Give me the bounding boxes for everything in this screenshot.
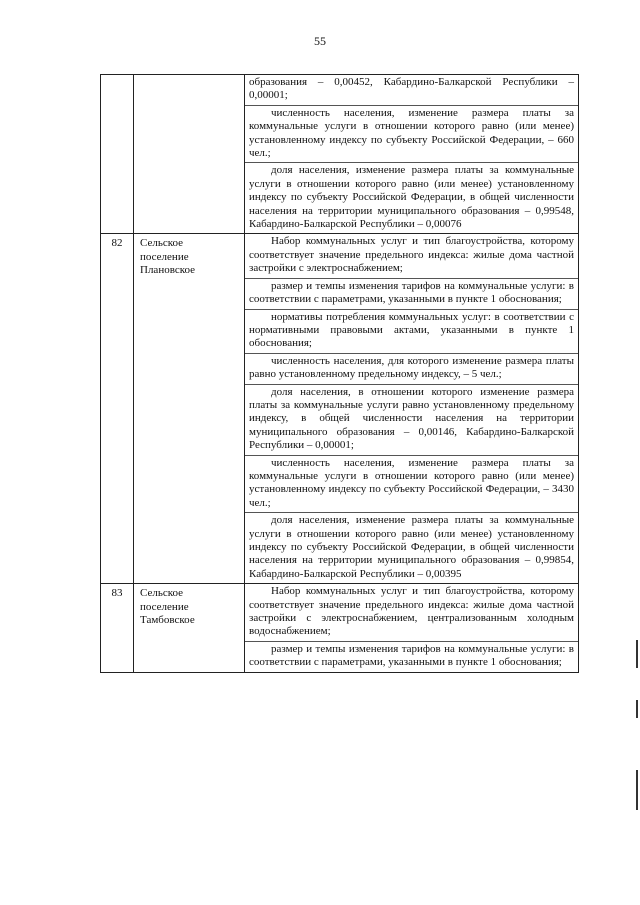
justification-paragraph: Набор коммунальных услуг и тип благоустройства, которому соответствует значение предельного индекса: жилые дома частной застройки с электроснабжением; xyxy=(249,235,574,275)
row-number: 82 xyxy=(101,234,134,584)
justification-paragraph: размер и темпы изменения тарифов на коммунальные услуги: в соответствии с параметрами, указанными в пункте 1 обоснования; xyxy=(245,278,578,309)
justification-text xyxy=(245,584,579,672)
justification-paragraph: численность населения, изменение размера платы за коммунальные услуги в отношении которого равно (или менее) установленному индексу по субъекту Российской Федерации, – 660 чел.; xyxy=(245,105,578,163)
settlement-name-line: Тамбовское xyxy=(140,614,195,627)
justification-paragraph: образования – 0,00452, Кабардино-Балкарской Республики – 0,00001; xyxy=(249,76,574,102)
margin-mark xyxy=(636,700,638,718)
table-row xyxy=(101,584,579,672)
row-number xyxy=(101,75,134,234)
margin-mark xyxy=(636,770,638,810)
justification-paragraph: нормативы потребления коммунальных услуг: в соответствии с нормативными правовыми актами, указанными в пункте 1 обоснования; xyxy=(245,309,578,353)
settlement-name-line: Сельское xyxy=(140,237,184,250)
settlement-name xyxy=(134,234,245,584)
justification-text xyxy=(245,75,579,234)
page-number: 55 xyxy=(314,34,326,48)
justification-text xyxy=(245,234,579,584)
justification-paragraph: размер и темпы изменения тарифов на коммунальные услуги: в соответствии с параметрами, указанными в пункте 1 обоснования; xyxy=(245,641,578,672)
justification-paragraph: доля населения, изменение размера платы за коммунальные услуги в отношении которого равно (или менее) установленному индексу по субъекту Российской Федерации, в общей численности населения на территории муниципального образования – 0,99854, Кабардино-Балкарской Республики – 0,00395 xyxy=(245,512,578,583)
table-row xyxy=(101,75,579,234)
justification-table xyxy=(100,74,579,673)
row-number: 83 xyxy=(101,584,134,672)
settlement-name xyxy=(134,584,245,672)
settlement-name-line: Сельское xyxy=(140,587,184,600)
settlement-name-line: Плановское xyxy=(140,264,196,277)
justification-paragraph: численность населения, изменение размера платы за коммунальные услуги в отношении которого равно (или менее) установленному индексу по субъекту Российской Федерации, – 3430 чел.; xyxy=(245,455,578,513)
justification-paragraph: доля населения, изменение размера платы за коммунальные услуги в отношении которого равно (или менее) установленному индексу по субъекту Российской Федерации, в общей численности населения на территории муниципального образования – 0,99548, Кабардино-Балкарской Республики – 0,00076 xyxy=(245,162,578,233)
settlement-name xyxy=(134,75,245,234)
justification-paragraph: Набор коммунальных услуг и тип благоустройства, которому соответствует значение предельного индекса: жилые дома частной застройки с электроснабжением, централизованным холодным водоснабжением; xyxy=(249,585,574,638)
justification-paragraph: доля населения, в отношении которого изменение размера платы за коммунальные услуги равно установленному предельному индексу, в общей численности населения на территории муниципального образования – 0,00146, Кабардино-Балкарской Республики – 0,00001; xyxy=(245,384,578,455)
table-row xyxy=(101,234,579,584)
table-body xyxy=(101,75,579,673)
settlement-name-line: поселение xyxy=(140,250,189,263)
margin-mark xyxy=(636,640,638,668)
settlement-name-line: поселение xyxy=(140,600,189,613)
justification-paragraph: численность населения, для которого изменение размера платы равно установленному предельному индексу, – 5 чел.; xyxy=(245,353,578,384)
